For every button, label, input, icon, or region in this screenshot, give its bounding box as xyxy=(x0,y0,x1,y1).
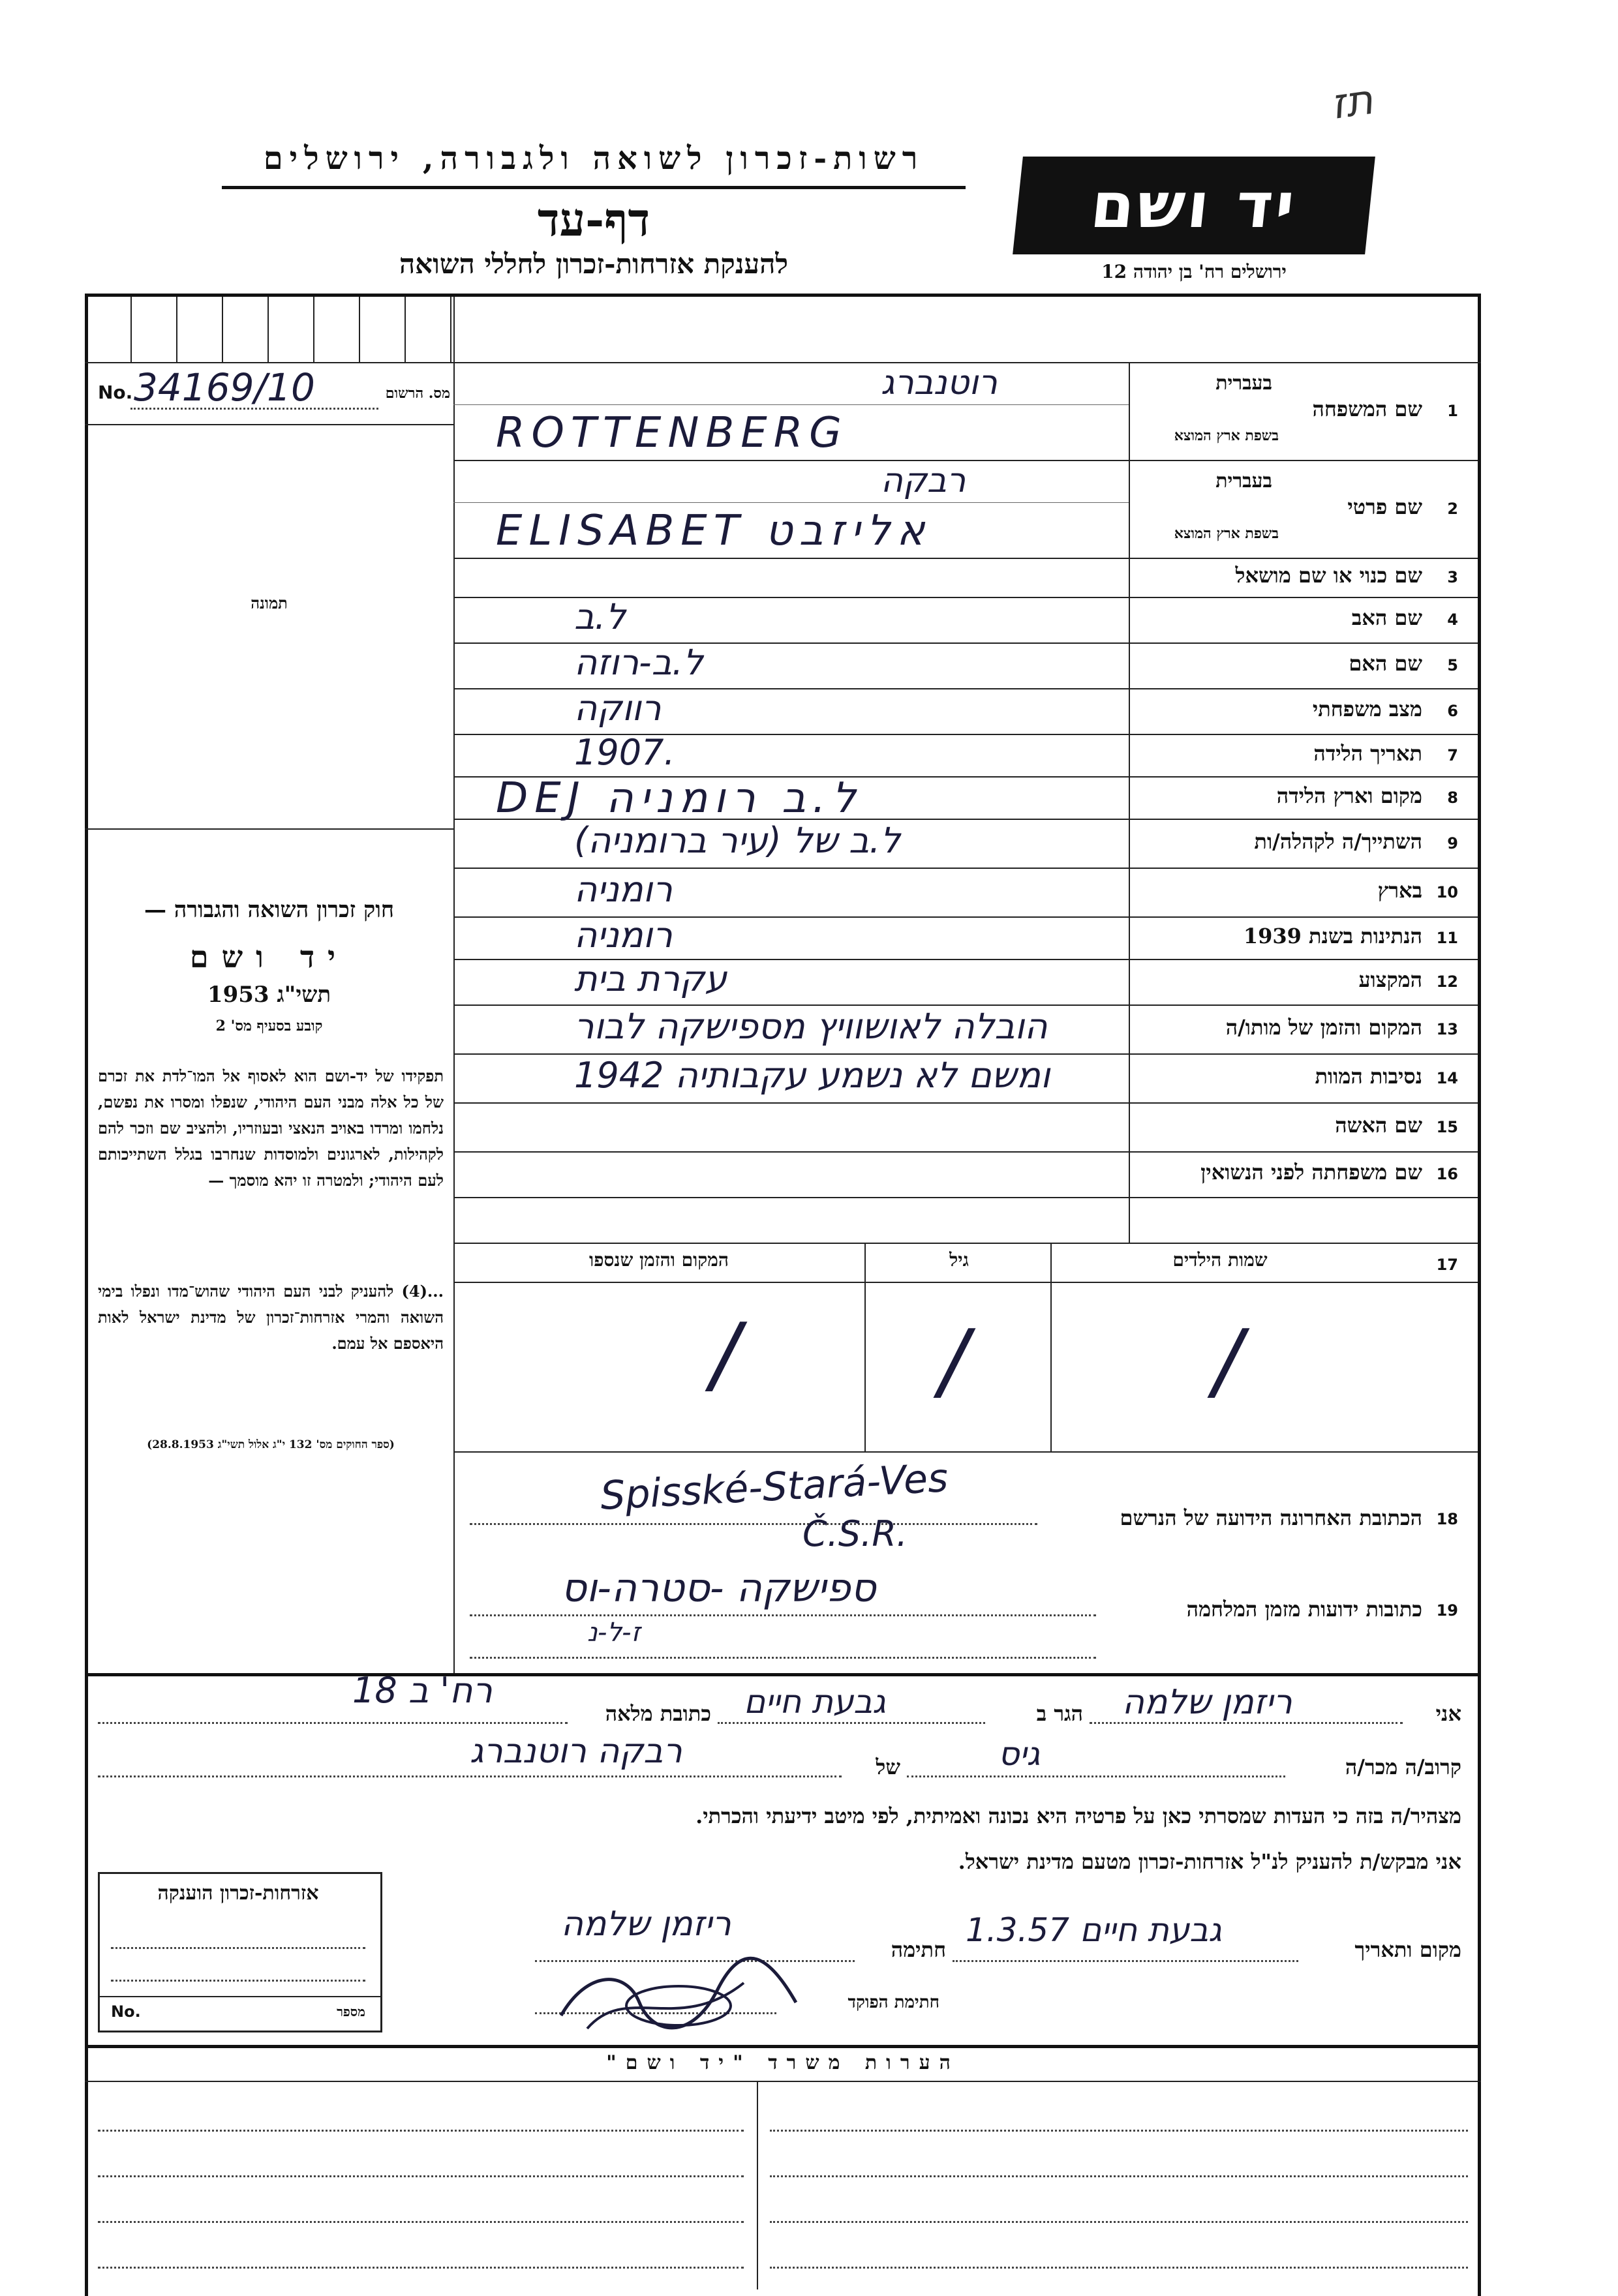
field-2-sub-origin: בשפת ארץ המוצא xyxy=(1174,525,1279,542)
law-year: תשי"ג 1953 xyxy=(207,982,331,1008)
field-16-label: שם משפחתה לפני הנשואין xyxy=(1200,1160,1422,1185)
photo-label: תמונה xyxy=(251,594,288,612)
authority-underline xyxy=(222,186,966,189)
field-6-number: 6 xyxy=(1447,702,1458,720)
registration-number: 34169/10 xyxy=(134,365,315,410)
declaration-resides: הגר ב xyxy=(1036,1701,1083,1726)
signature-value: ריזמן שלמה xyxy=(561,1905,731,1944)
field-4-label: שם האב xyxy=(1351,605,1422,630)
field-12-number: 12 xyxy=(1436,973,1458,991)
field-10-value: רומניה xyxy=(574,868,673,910)
declaration-top-rule xyxy=(85,1673,1481,1676)
field-3-number: 3 xyxy=(1447,568,1458,586)
field-7-value: 1907. xyxy=(574,731,675,773)
place-date-label: מקום ותאריך xyxy=(1354,1937,1461,1962)
declaration-of: של xyxy=(876,1755,900,1779)
field-14-value: ומשם לא נשמע עקבותיה 1942 xyxy=(574,1054,1050,1096)
declaration-address-value: רח' ב 18 xyxy=(352,1670,493,1711)
field-19-value: ספישקה -סטרה-וס xyxy=(561,1565,876,1611)
authority-title: רשות-זכרון לשואה ולגבורה, ירושלים xyxy=(263,140,924,177)
field-11-number: 11 xyxy=(1436,928,1458,947)
field-11-label: הנתינות בשנת 1939 xyxy=(1243,923,1422,948)
children-name-mark: / xyxy=(1214,1311,1242,1410)
field-1-number: 1 xyxy=(1447,402,1458,420)
field-18-value: Spisské-Stará-Ves xyxy=(599,1455,949,1519)
field-2-value: ELISABET אליזבט xyxy=(496,507,932,555)
field-inner-divider xyxy=(453,502,1129,503)
field-inner-divider xyxy=(453,404,1129,405)
declaration-full-address: כתובת מלאה xyxy=(605,1701,711,1726)
law-title: חוק זכרון השואה והגבורה — xyxy=(144,897,395,923)
field-1-value: ROTTENBERG xyxy=(496,409,848,457)
field-1-sub-origin: בשפת ארץ המוצא xyxy=(1174,427,1279,444)
field-11-value: רומניה xyxy=(574,914,673,956)
field-16-number: 16 xyxy=(1436,1165,1458,1183)
field-2-number: 2 xyxy=(1447,500,1458,518)
field-13-label: המקום והזמן של מותו/ה xyxy=(1225,1014,1422,1040)
field-15-label: שם האשה xyxy=(1335,1112,1422,1138)
field-9-label: השתייך/ה לקהלה/ות xyxy=(1254,828,1422,854)
field-3-label: שם כנוי או שם מושאל xyxy=(1235,563,1422,588)
field-row-divider xyxy=(453,558,1478,559)
field-10-label: בארץ xyxy=(1377,877,1422,903)
yad-vashem-logo: יד ושם xyxy=(1013,157,1375,254)
remarks-title: הערות משרד "יד ושם" xyxy=(606,2051,960,2074)
field-8-label: מקום וארץ הלידה xyxy=(1276,783,1422,808)
law-clause: קובע בסעיף מס' 2 xyxy=(215,1018,323,1035)
field-6-value: רווקה xyxy=(574,687,662,729)
declaration-name-value: ריזמן שלמה xyxy=(1122,1683,1292,1722)
address: ירושלים רח' בן יהודה 12 xyxy=(1101,261,1287,282)
law-text-2: ...(4) להעניק לבני העם היהודי שהוש־מדו ונפלו בימי השואה והמרי אזרחות־זכרון של מדינת ישראל לאות היאספם אל עמם. xyxy=(98,1282,444,1353)
corner-mark: תז xyxy=(1328,75,1377,130)
children-age-header: גיל xyxy=(949,1249,969,1271)
citizenship-box-number: מספר xyxy=(337,2004,365,2019)
declaration-relative: קרוב/ה מכר/ה xyxy=(1345,1755,1461,1779)
field-8-number: 8 xyxy=(1447,788,1458,807)
field-9-value: ל.ב של (עיר ברומניה) xyxy=(574,819,901,861)
declaration-relation-value: גיס xyxy=(998,1735,1041,1773)
declaration-of-value: רבקה רוטנברג xyxy=(470,1732,682,1771)
field-4-value: ל.ב xyxy=(574,596,626,637)
field-row-divider xyxy=(453,1151,1478,1153)
field-5-label: שם האם xyxy=(1349,651,1422,676)
registration-label: מס. הרשום xyxy=(385,385,450,402)
registration-prefix: No. xyxy=(98,382,133,403)
field-19-label: כתובות ידועות מזמן המלחמה xyxy=(1186,1597,1422,1622)
field-8-value: DEJ ל.ב רומניה xyxy=(496,774,862,823)
field-7-label: תאריך הלידה xyxy=(1313,740,1422,766)
field-9-number: 9 xyxy=(1447,834,1458,853)
field-2-sub-hebrew: בעברית xyxy=(1215,470,1272,492)
field-row-divider xyxy=(453,1197,1478,1198)
declaration-city-value: גבעת חיים xyxy=(744,1683,886,1721)
field-5-value: ל.ב-רוזה xyxy=(574,642,703,683)
subtitle: להענקת אזרחות-זכרון לחללי השואה xyxy=(399,248,789,280)
children-names-header: שמות הילדים xyxy=(1172,1249,1268,1271)
officer-signature-label: חתימת הפוקד xyxy=(847,1993,939,2012)
children-age-mark: / xyxy=(939,1311,968,1410)
field-row-divider xyxy=(453,1102,1478,1104)
field-13-value: הובלה לאושוויץ מספישקה לבור xyxy=(574,1005,1048,1047)
field-18-number: 18 xyxy=(1436,1510,1458,1528)
law-text-1: תפקידו של יד-ושם הוא לאסוף אל המו־לדת את זכרם של כל אלה מבני העם היהודי, שנפלו ומסרו את נפשם, נלחמו ומרדו באויב הנאצי ובעוזריו, ולהציב שם וזכר להם לקהילות, לארגונים ולמוסדות שנחרבו בגלל השתייכותם לעם היהודי; ולמטרה זו יהא מוסמך — xyxy=(98,1066,444,1190)
field-13-number: 13 xyxy=(1436,1020,1458,1038)
place-date-value: גבעת חיים 1.3.57 xyxy=(966,1911,1222,1949)
remarks-top-rule xyxy=(85,2045,1481,2048)
field-19-value-2: ז-ל-נ xyxy=(587,1618,641,1648)
officer-signature xyxy=(548,1944,809,2048)
children-place-mark: / xyxy=(711,1305,740,1404)
law-name: יד ושם xyxy=(189,939,349,974)
citizenship-box-title: אזרחות-זכרון הוענקה xyxy=(157,1882,319,1905)
declaration-ani: אני xyxy=(1435,1701,1461,1726)
field-1-label: שם המשפחה xyxy=(1312,397,1422,421)
field-2-label: שם פרטי xyxy=(1347,494,1422,519)
field-1-sub-hebrew: בעברית xyxy=(1215,372,1272,395)
children-place-header: המקום והזמן שנספו xyxy=(589,1249,729,1271)
page-title: דף-עד xyxy=(537,192,650,247)
field-1-value-hebrew: רוטנברג xyxy=(881,363,998,402)
field-12-label: המקצוע xyxy=(1358,967,1422,992)
law-citation: (ספר החוקים מס' 132 י"ג אלול תשי"ג 28.8.1953) xyxy=(147,1438,395,1451)
signature-label: חתימה xyxy=(891,1937,946,1962)
field-19-number: 19 xyxy=(1436,1601,1458,1620)
field-10-number: 10 xyxy=(1436,883,1458,901)
field-7-number: 7 xyxy=(1447,746,1458,764)
field-18-label: הכתובת האחרונה הידועה של הנרשם xyxy=(1120,1505,1422,1530)
field-2-value-hebrew: רבקה xyxy=(881,461,966,500)
frame-top xyxy=(85,294,1481,297)
field-4-number: 4 xyxy=(1447,611,1458,629)
field-5-number: 5 xyxy=(1447,656,1458,674)
citizenship-box-no: No. xyxy=(111,2002,141,2021)
field-17-number: 17 xyxy=(1436,1256,1458,1274)
field-12-value: עקרת בית xyxy=(574,958,727,999)
field-14-number: 14 xyxy=(1436,1068,1458,1087)
frame-right xyxy=(1478,294,1481,2296)
field-6-label: מצב משפחתי xyxy=(1312,697,1422,721)
declaration-line-1: מצהיר/ה בזה כי העדות שמסרתי כאן על פרטיה היא נכונה ואמיתית, לפי מיטב ידיעתי והכרתי. xyxy=(695,1804,1461,1828)
field-15-number: 15 xyxy=(1436,1117,1458,1136)
declaration-line-2: אני מבקש/ת להעניק לנ"ל אזרחות-זכרון מטעם מדינת ישראל. xyxy=(958,1849,1461,1874)
field-14-label: נסיבות המוות xyxy=(1315,1063,1422,1089)
field-18-value-2: Č.S.R. xyxy=(802,1513,908,1554)
